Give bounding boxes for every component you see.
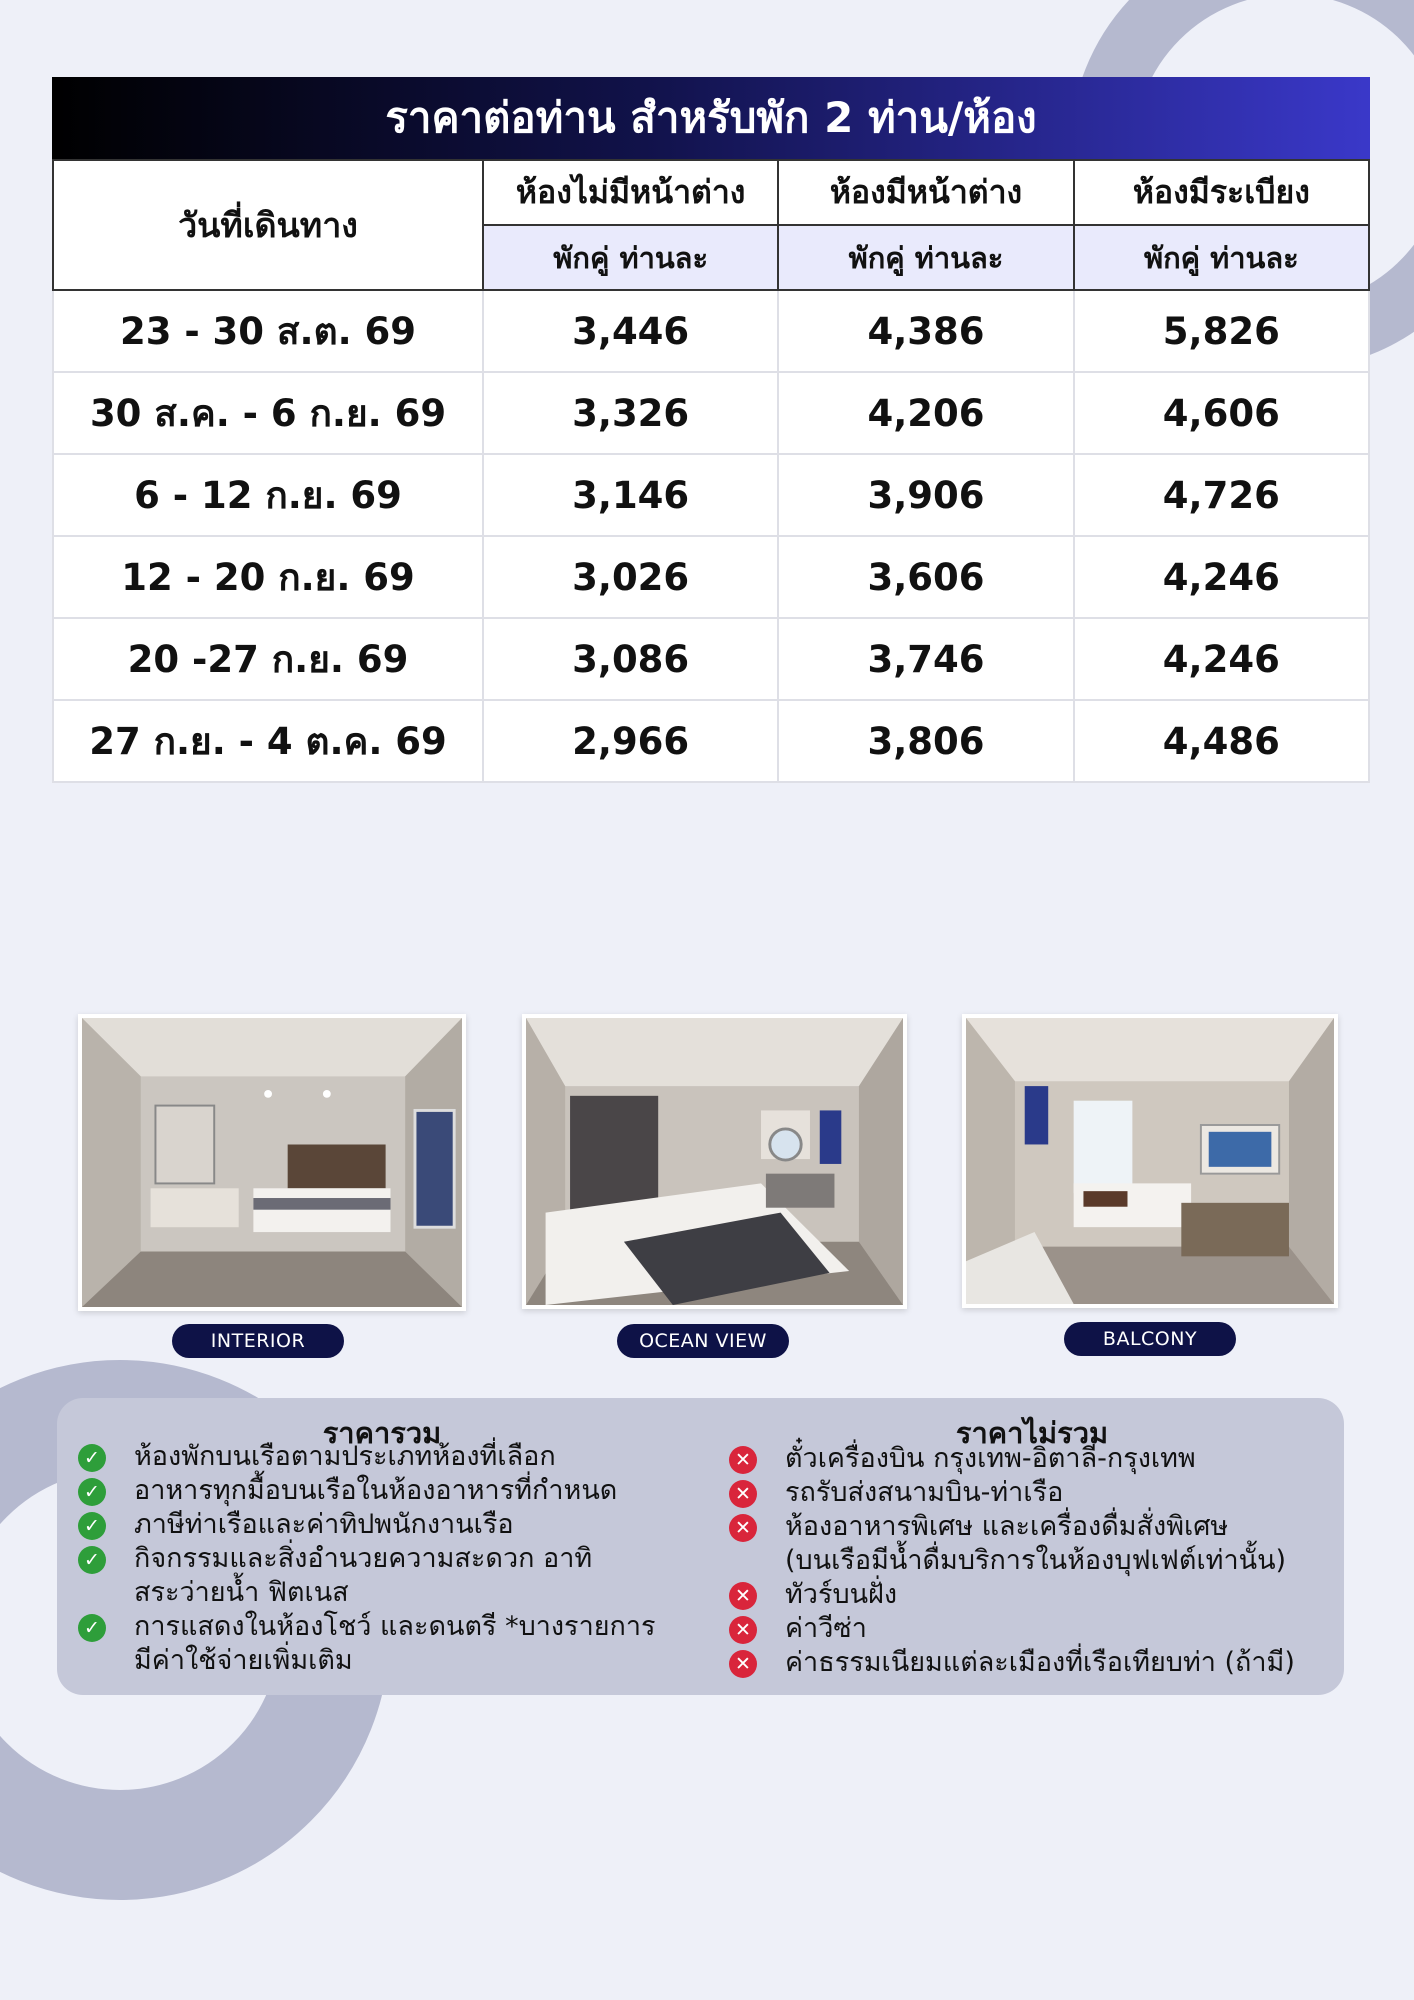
interior-price-cell: 3,326 <box>483 372 778 454</box>
check-circle-icon: ✓ <box>78 1614 106 1642</box>
price-title: ราคาต่อท่าน สำหรับพัก 2 ท่าน/ห้อง <box>52 77 1370 159</box>
balcony-sub-header: พักคู่ ท่านละ <box>1074 225 1369 290</box>
balcony-column-header: ห้องมีระเบียง <box>1074 160 1369 225</box>
list-item: ✕ ทัวร์บนฝั่ง <box>729 1578 1295 1612</box>
list-item: ✕ รถรับส่งสนามบิน-ท่าเรือ <box>729 1476 1295 1510</box>
balcony-price-cell: 5,826 <box>1074 290 1369 372</box>
interior-sub-header: พักคู่ ท่านละ <box>483 225 778 290</box>
balcony-price-cell: 4,726 <box>1074 454 1369 536</box>
oceanview-room-photo <box>522 1014 907 1309</box>
included-title: ราคารวม <box>322 1416 442 1450</box>
interior-price-cell: 3,446 <box>483 290 778 372</box>
check-circle-icon: ✓ <box>78 1512 106 1540</box>
interior-price-cell: 3,086 <box>483 618 778 700</box>
date-column-header: วันที่เดินทาง <box>53 160 483 290</box>
table-row <box>53 536 1369 618</box>
interior-column-header: ห้องไม่มีหน้าต่าง <box>483 160 778 225</box>
x-circle-icon: ✕ <box>729 1514 757 1542</box>
list-item: ✕ ค่าวีซ่า <box>729 1612 1295 1646</box>
x-circle-icon: ✕ <box>729 1582 757 1610</box>
list-item: ✓ กิจกรรมและสิ่งอำนวยความสะดวก อาทิ <box>78 1542 656 1576</box>
inclusions-box <box>57 1398 1344 1695</box>
balcony-price-cell: 4,606 <box>1074 372 1369 454</box>
list-item: ✓ ภาษีท่าเรือและค่าทิปพนักงานเรือ <box>78 1508 656 1542</box>
list-item-continuation: สระว่ายน้ำ ฟิตเนส <box>134 1577 349 1608</box>
x-circle-icon: ✕ <box>729 1480 757 1508</box>
list-item: ✕ ห้องอาหารพิเศษ และเครื่องดื่มสั่งพิเศษ <box>729 1510 1295 1544</box>
list-item: ✕ ค่าธรรมเนียมแต่ละเมืองที่เรือเทียบท่า (ถ้ามี) <box>729 1646 1295 1680</box>
x-circle-icon: ✕ <box>729 1446 757 1474</box>
list-item-continuation: มีค่าใช้จ่ายเพิ่มเติม <box>134 1645 353 1676</box>
table-row <box>53 372 1369 454</box>
date-cell: 20 -27 ก.ย. 69 <box>53 618 483 700</box>
table-row <box>53 290 1369 372</box>
oceanview-price-cell: 4,386 <box>778 290 1073 372</box>
balcony-price-cell: 4,246 <box>1074 618 1369 700</box>
excluded-title: ราคาไม่รวม <box>955 1416 1109 1450</box>
x-circle-icon: ✕ <box>729 1616 757 1644</box>
oceanview-price-cell: 4,206 <box>778 372 1073 454</box>
price-table <box>52 159 1370 783</box>
oceanview-column-header: ห้องมีหน้าต่าง <box>778 160 1073 225</box>
list-item: ✓ การแสดงในห้องโชว์ และดนตรี *บางรายการ <box>78 1610 656 1644</box>
list-item: ✕ ตั๋วเครื่องบิน กรุงเทพ-อิตาลี-กรุงเทพ <box>729 1442 1295 1476</box>
check-circle-icon: ✓ <box>78 1546 106 1574</box>
oceanview-label: OCEAN VIEW <box>617 1324 789 1358</box>
interior-price-cell: 2,966 <box>483 700 778 782</box>
check-circle-icon: ✓ <box>78 1444 106 1472</box>
x-circle-icon: ✕ <box>729 1650 757 1678</box>
list-item-continuation: (บนเรือมีน้ำดื่มบริการในห้องบุฟเฟต์เท่านั้น) <box>785 1545 1287 1576</box>
interior-price-cell: 3,026 <box>483 536 778 618</box>
date-cell: 30 ส.ค. - 6 ก.ย. 69 <box>53 372 483 454</box>
oceanview-price-cell: 3,746 <box>778 618 1073 700</box>
balcony-price-cell: 4,246 <box>1074 536 1369 618</box>
balcony-room-photo <box>962 1014 1338 1308</box>
table-row <box>53 454 1369 536</box>
table-row <box>53 618 1369 700</box>
oceanview-price-cell: 3,906 <box>778 454 1073 536</box>
check-circle-icon: ✓ <box>78 1478 106 1506</box>
balcony-price-cell: 4,486 <box>1074 700 1369 782</box>
list-item: ✓ ห้องพักบนเรือตามประเภทห้องที่เลือก <box>78 1440 656 1474</box>
balcony-label: BALCONY <box>1064 1322 1236 1356</box>
oceanview-price-cell: 3,806 <box>778 700 1073 782</box>
list-item: ✓ อาหารทุกมื้อบนเรือในห้องอาหารที่กำหนด <box>78 1474 656 1508</box>
table-row <box>53 700 1369 782</box>
interior-label: INTERIOR <box>172 1324 344 1358</box>
oceanview-sub-header: พักคู่ ท่านละ <box>778 225 1073 290</box>
date-cell: 23 - 30 ส.ต. 69 <box>53 290 483 372</box>
date-cell: 12 - 20 ก.ย. 69 <box>53 536 483 618</box>
interior-price-cell: 3,146 <box>483 454 778 536</box>
date-cell: 6 - 12 ก.ย. 69 <box>53 454 483 536</box>
date-cell: 27 ก.ย. - 4 ต.ค. 69 <box>53 700 483 782</box>
oceanview-price-cell: 3,606 <box>778 536 1073 618</box>
included-list <box>78 1440 656 1678</box>
excluded-list <box>729 1442 1295 1680</box>
interior-room-photo <box>78 1014 466 1311</box>
